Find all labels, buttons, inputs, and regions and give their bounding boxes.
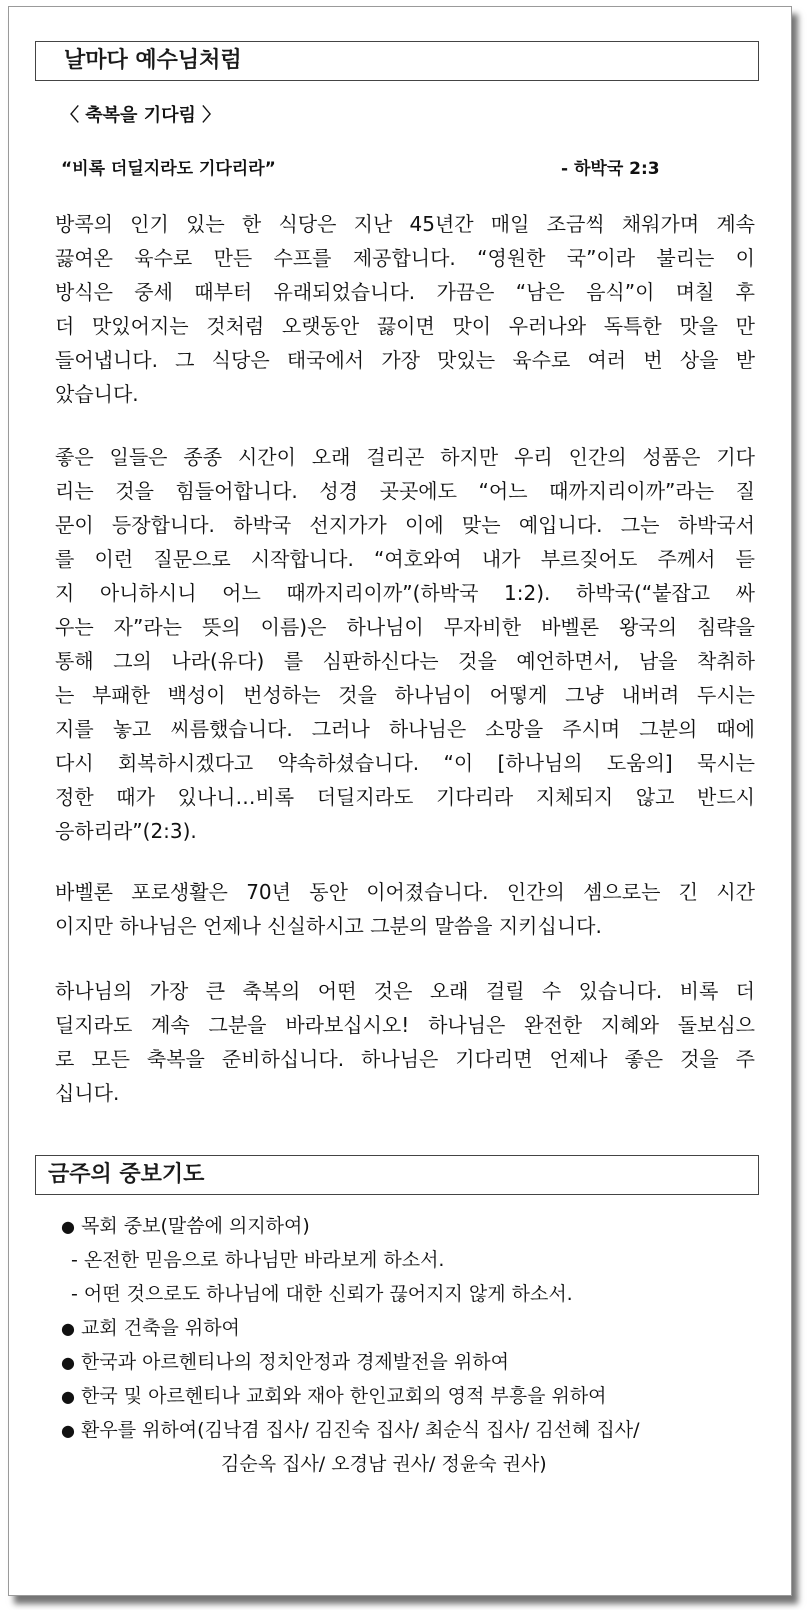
paragraph-line: 더 맛있어지는 것처럼 오랫동안 끓이면 맛이 우러나와 독특한 맛을 만 [55, 314, 755, 338]
paragraph-line: 하나님의 가장 큰 축복의 어떤 것은 오래 걸릴 수 있습니다. 비록 더 [55, 979, 755, 1003]
paragraph-line: 지 아니하시니 어느 때까지리이까”(하박국 1:2). 하박국(“붙잡고 싸 [55, 581, 755, 605]
paragraph-line: 방식은 중세 때부터 유래되었습니다. 가끔은 “남은 음식”이 며칠 후 [55, 280, 755, 304]
paragraph-line: 는 부패한 백성이 번성하는 것을 하나님이 어떻게 그냥 내버려 두시는 [55, 683, 755, 707]
verse-quote: “비록 더딜지라도 기다리라” [61, 159, 276, 179]
prayer-item-text: 교회 건축을 위하여 [81, 1317, 240, 1339]
prayer-item [55, 1379, 765, 1413]
prayer-list [55, 1209, 765, 1481]
prayer-item-text: 목회 중보(말씀에 의지하여) [81, 1215, 310, 1237]
prayer-item-continuation: 김순옥 집사/ 오경남 권사/ 정윤숙 권사) [221, 1453, 547, 1475]
paragraph [55, 974, 755, 1110]
paragraph-line: 이지만 하나님은 언제나 신실하시고 그분의 말씀을 지키십니다. [55, 914, 602, 938]
bullet-icon: ● [61, 1387, 75, 1406]
paragraph-line: 응하리라”(2:3). [55, 819, 197, 843]
devotional-title: 날마다 예수님처럼 [35, 41, 759, 81]
prayer-item [55, 1209, 765, 1243]
prayer-item [55, 1345, 765, 1379]
bulletin-page [8, 6, 792, 1596]
paragraph-line: 십니다. [55, 1081, 120, 1105]
paragraph-line: 좋은 일들은 종종 시간이 오래 걸리곤 하지만 우리 인간의 성품은 기다 [55, 445, 755, 469]
devotional-subtitle: 〈 축복을 기다림 〉 [61, 105, 221, 126]
paragraph-line: 방콕의 인기 있는 한 식당은 지난 45년간 매일 조금씩 채워가며 계속 [55, 212, 755, 236]
prayer-item-text: 한국 및 아르헨티나 교회와 재아 한인교회의 영적 부흥을 위하여 [81, 1385, 607, 1407]
bullet-icon: ● [61, 1319, 75, 1338]
prayer-item-text: 한국과 아르헨티나의 정치안정과 경제발전을 위하여 [81, 1351, 509, 1373]
paragraph-line: 통해 그의 나라(유다) 를 심판하신다는 것을 예언하면서, 남을 착취하 [55, 649, 755, 673]
paragraph-line: 정한 때가 있나니…비록 더딜지라도 기다리라 지체되지 않고 반드시 [55, 785, 755, 809]
paragraph-line: 바벨론 포로생활은 70년 동안 이어졌습니다. 인간의 셈으로는 긴 시간 [55, 880, 755, 904]
prayer-item-text: 환우를 위하여(김낙겸 집사/ 김진숙 집사/ 최순식 집사/ 김선혜 집사/ [81, 1419, 640, 1441]
paragraph-line: 들어냅니다. 그 식당은 태국에서 가장 맛있는 육수로 여러 번 상을 받 [55, 348, 755, 372]
verse-reference: - 하박국 2:3 [561, 159, 660, 179]
bullet-icon: ● [61, 1353, 75, 1372]
paragraph-line: 리는 것을 힘들어합니다. 성경 곳곳에도 “어느 때까지리이까”라는 질 [55, 479, 755, 503]
paragraph [55, 440, 755, 848]
paragraph-line: 끓여온 육수로 만든 수프를 제공합니다. “영원한 국”이라 불리는 이 [55, 246, 755, 270]
paragraph-line: 딜지라도 계속 그분을 바라보십시오! 하나님은 완전한 지혜와 돌보심으 [55, 1013, 755, 1037]
paragraph-line: 다시 회복하시겠다고 약속하셨습니다. “이 [하나님의 도움의] 묵시는 [55, 751, 755, 775]
paragraph-line: 우는 자”라는 뜻의 이름)은 하나님이 무자비한 바벨론 왕국의 침략을 [55, 615, 755, 639]
prayer-subitem: - 온전한 믿음으로 하나님만 바라보게 하소서. [71, 1249, 445, 1271]
paragraph-line: 문이 등장합니다. 하박국 선지가가 이에 맞는 예입니다. 그는 하박국서 [55, 513, 755, 537]
paragraph-line: 았습니다. [55, 382, 139, 406]
prayer-item [55, 1311, 765, 1345]
bullet-icon: ● [61, 1217, 75, 1236]
paragraph-line: 로 모든 축복을 준비하십니다. 하나님은 기다리면 언제나 좋은 것을 주 [55, 1047, 755, 1071]
paragraph-line: 지를 놓고 씨름했습니다. 그러나 하나님은 소망을 주시며 그분의 때에 [55, 717, 755, 741]
paragraph-line: 를 이런 질문으로 시작합니다. “여호와여 내가 부르짖어도 주께서 듣 [55, 547, 755, 571]
bullet-icon: ● [61, 1421, 75, 1440]
prayer-item [55, 1413, 765, 1447]
prayer-section-title: 금주의 중보기도 [35, 1155, 759, 1195]
paragraph [55, 207, 755, 411]
paragraph [55, 875, 755, 943]
prayer-subitem: - 어떤 것으로도 하나님에 대한 신뢰가 끊어지지 않게 하소서. [71, 1283, 573, 1305]
